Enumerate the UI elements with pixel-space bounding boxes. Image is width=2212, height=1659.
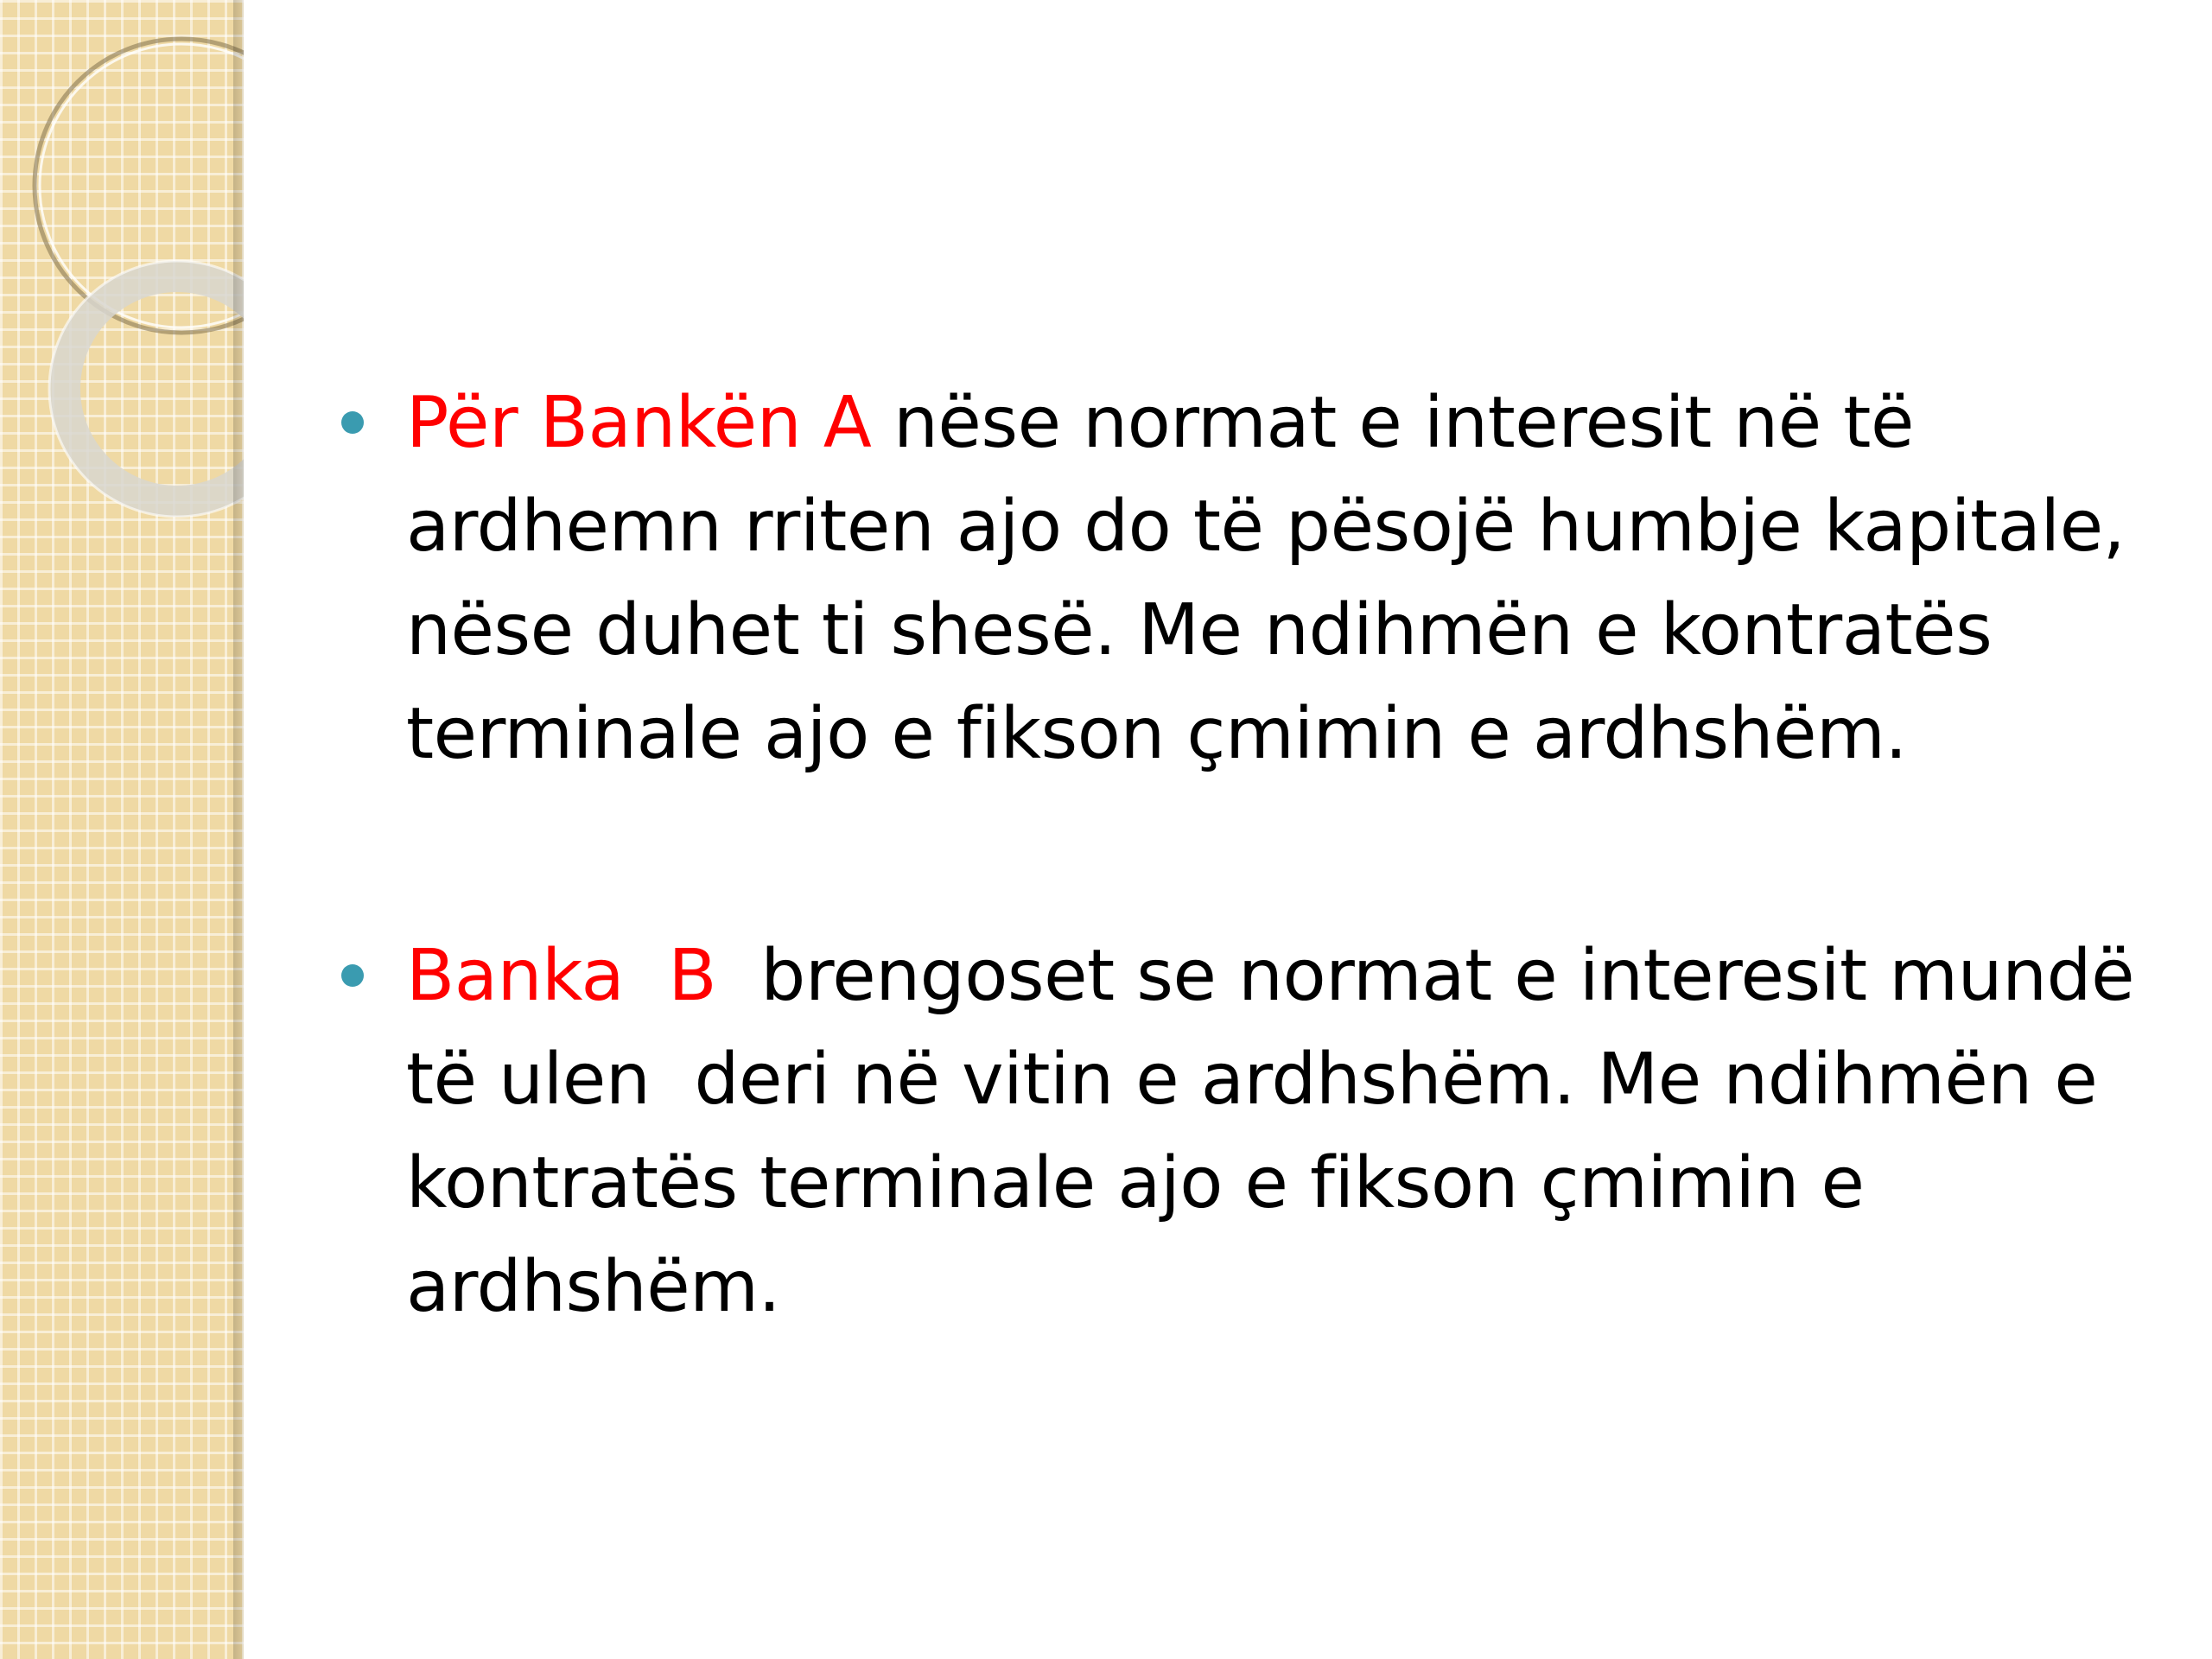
bullet-line-3: kontratës terminale ajo e fikson çmimin e [406,1142,1865,1224]
bullet-item-bank-b [341,925,2164,1339]
rings-decoration-icon [0,0,244,553]
bullet-line-2: të ulen deri në vitin e ardhshëm. Me ndihmën e [406,1039,2098,1121]
bullet-dot-icon [341,411,364,434]
bullet-line-4: terminale ajo e fikson çmimin e ardhshëm. [406,693,1907,775]
bullet-item-bank-a [341,372,2164,786]
decorative-side-strip [0,0,244,1659]
highlight-bank-b: Banka B [406,935,717,1017]
bullet-line-1 [406,925,2164,1028]
bullet-line-3: nëse duhet ti shesë. Me ndihmën e kontratës [406,589,1993,671]
highlight-bank-a: Për Bankën A [406,382,872,464]
line-text: brengoset se normat e interesit mundë [716,935,2135,1017]
line-text: nëse normat e interesit në të [871,382,1914,464]
bullet-line-1 [406,372,2164,475]
bullet-dot-icon [341,964,364,987]
slide-content [341,372,2164,1339]
bullet-line-2: ardhemn rriten ajo do të pësojë humbje kapitale, [406,486,2126,568]
strip-shadow [233,0,244,1659]
bullet-line-4: ardhshëm. [406,1246,781,1328]
